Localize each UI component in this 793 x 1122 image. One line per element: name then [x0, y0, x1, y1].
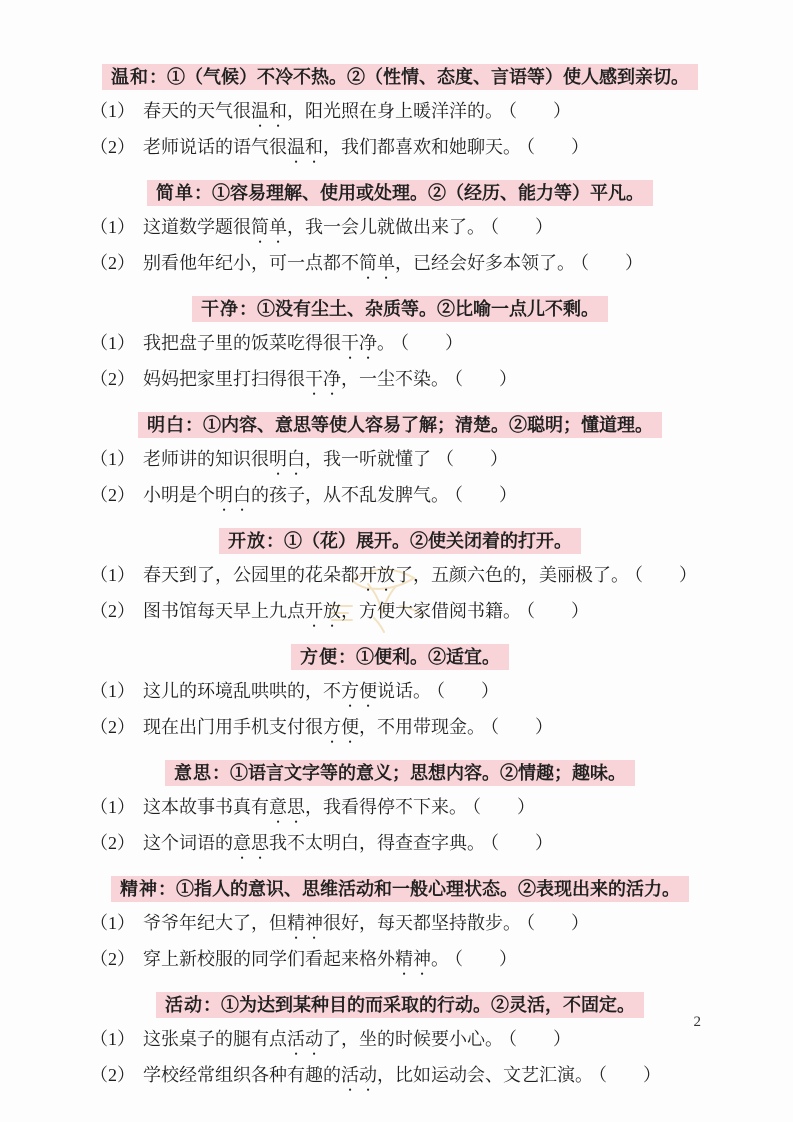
emphasized-word: 开放: [305, 601, 341, 621]
example-sentence: [90, 907, 710, 943]
sentence-text-pre: 爷爷年纪大了，但: [143, 913, 287, 933]
definition-text: ：①容易理解、使用或处理。②（经历、能力等）平凡。: [194, 183, 644, 203]
example-sentence: [90, 479, 710, 515]
emphasized-word: 意思: [233, 833, 269, 853]
headword: 精神: [120, 879, 158, 899]
sentence-text-pre: 这张桌子的腿有点: [143, 1029, 287, 1049]
example-sentence: [90, 211, 710, 247]
definition-text: ：①内容、意思等使人容易了解；清楚。②聪明；懂道理。: [185, 415, 653, 435]
definition-heading: [90, 292, 710, 327]
sentence-number: （1）: [90, 1029, 135, 1049]
sentence-text-pre: 春天的天气很: [143, 101, 251, 121]
definition-text: ：①没有尘土、杂质等。②比喻一点儿不剩。: [239, 299, 599, 319]
definition-text: ：①（气候）不冷不热。②（性情、态度、言语等）使人感到亲切。: [149, 67, 689, 87]
emphasized-word: 温和: [251, 101, 287, 121]
answer-blank: （ ）: [526, 601, 589, 621]
sentence-number: （2）: [90, 485, 135, 505]
answer-blank: （ ）: [454, 485, 517, 505]
example-sentence: [90, 247, 710, 283]
answer-blank: （ ）: [454, 369, 517, 389]
sentence-text-pre: 别看他年纪小，可一点都不: [143, 253, 359, 273]
definition-text: ：①为达到某种目的而采取的行动。②灵活，不固定。: [203, 995, 635, 1015]
answer-blank: （ ）: [436, 449, 508, 469]
sentence-text-pre: 这儿的环境乱哄哄的，不: [143, 681, 341, 701]
sentence-text-post: ，已经会好多本领了。: [395, 253, 575, 273]
definition-heading: [90, 408, 710, 443]
answer-blank: （ ）: [436, 681, 499, 701]
definition-highlight: [165, 760, 635, 786]
definition-section: [90, 292, 710, 399]
sentence-number: （2）: [90, 1065, 135, 1085]
sentence-text-pre: 春天到了，公园里的花朵都: [143, 565, 359, 585]
headword: 方便: [300, 647, 338, 667]
example-sentence: [90, 1023, 710, 1059]
headword: 意思: [174, 763, 212, 783]
sentence-number: （2）: [90, 137, 135, 157]
sentence-number: （1）: [90, 449, 135, 469]
sentence-number: （1）: [90, 333, 135, 353]
definition-highlight: [147, 180, 653, 206]
definition-highlight: [111, 876, 689, 902]
definition-highlight: [138, 412, 662, 438]
sentence-number: （1）: [90, 913, 135, 933]
headword: 干净: [201, 299, 239, 319]
example-sentence: [90, 791, 710, 827]
headword: 简单: [156, 183, 194, 203]
answer-blank: （ ）: [508, 101, 571, 121]
definition-section: [90, 988, 710, 1095]
sentence-number: （1）: [90, 217, 135, 237]
answer-blank: （ ）: [598, 1065, 661, 1085]
answer-blank: （ ）: [634, 565, 697, 585]
example-sentence: [90, 1059, 710, 1095]
answer-blank: （ ）: [508, 1029, 571, 1049]
answer-blank: （ ）: [472, 797, 535, 817]
definition-text: ：①便利。②适宜。: [338, 647, 500, 667]
definition-highlight: [291, 644, 509, 670]
emphasized-word: 简单: [359, 253, 395, 273]
answer-blank: （ ）: [454, 949, 517, 969]
emphasized-word: 意思: [269, 797, 305, 817]
definition-text: ：①（花）展开。②使关闭着的打开。: [266, 531, 572, 551]
sentence-number: （1）: [90, 565, 135, 585]
definition-heading: [90, 640, 710, 675]
sentence-number: （2）: [90, 253, 135, 273]
sentence-text-post: 。: [431, 949, 449, 969]
definition-section: [90, 640, 710, 747]
sentence-text-pre: 学校经常组织各种有趣的: [143, 1065, 341, 1085]
sentence-text-pre: 小明是个: [143, 485, 215, 505]
sentence-number: （1）: [90, 681, 135, 701]
emphasized-word: 干净: [305, 369, 341, 389]
sentence-text-pre: 这道数学题很: [143, 217, 251, 237]
emphasized-word: 活动: [341, 1065, 377, 1085]
emphasized-word: 精神: [287, 913, 323, 933]
answer-blank: （ ）: [526, 913, 589, 933]
definition-section: [90, 408, 710, 515]
definition-section: [90, 60, 710, 167]
emphasized-word: 活动: [287, 1029, 323, 1049]
answer-blank: （ ）: [490, 717, 553, 737]
example-sentence: [90, 943, 710, 979]
sentence-text-pre: 穿上新校服的同学们看起来格外: [143, 949, 395, 969]
sentence-number: （2）: [90, 369, 135, 389]
sentence-text-post: 很好，每天都坚持散步。: [323, 913, 521, 933]
answer-blank: （ ）: [526, 137, 589, 157]
sentence-text-pre: 现在出门用手机支付很: [143, 717, 323, 737]
headword: 活动: [165, 995, 203, 1015]
emphasized-word: 开放: [359, 565, 395, 585]
definition-section: [90, 756, 710, 863]
worksheet-content: [90, 60, 710, 1104]
headword: 开放: [228, 531, 266, 551]
sentence-text-pre: 妈妈把家里打扫得很: [143, 369, 305, 389]
sentence-text-pre: 这个词语的: [143, 833, 233, 853]
example-sentence: [90, 131, 710, 167]
emphasized-word: 明白: [215, 485, 251, 505]
answer-blank: （ ）: [490, 833, 553, 853]
sentence-text-post: ，一尘不染。: [341, 369, 449, 389]
example-sentence: [90, 363, 710, 399]
emphasized-word: 方便: [323, 717, 359, 737]
sentence-text-pre: 老师说话的语气很: [143, 137, 287, 157]
sentence-number: （2）: [90, 601, 135, 621]
sentence-number: （2）: [90, 833, 135, 853]
definition-highlight: [192, 296, 608, 322]
definition-heading: [90, 756, 710, 791]
sentence-text-post: 的孩子，从不乱发脾气。: [251, 485, 449, 505]
emphasized-word: 温和: [287, 137, 323, 157]
sentence-text-pre: 我把盘子里的饭菜吃得很: [143, 333, 341, 353]
sentence-text-post: 我不太明白，得查查字典。: [269, 833, 485, 853]
sentence-text-post: ，我们都喜欢和她聊天。: [323, 137, 521, 157]
example-sentence: [90, 559, 710, 595]
page-number: 2: [693, 1014, 701, 1030]
example-sentence: [90, 827, 710, 863]
sentence-text-post: ，方便大家借阅书籍。: [341, 601, 521, 621]
emphasized-word: 明白: [269, 449, 305, 469]
example-sentence: [90, 443, 710, 479]
sentence-number: （2）: [90, 717, 135, 737]
definition-heading: [90, 524, 710, 559]
sentence-text-post: ，比如运动会、文艺汇演。: [377, 1065, 593, 1085]
headword: 明白: [147, 415, 185, 435]
definition-highlight: [102, 64, 698, 90]
sentence-text-post: ，不用带现金。: [359, 717, 485, 737]
definition-heading: [90, 872, 710, 907]
definition-highlight: [156, 992, 644, 1018]
sentence-text-post: 了，坐的时候要小心。: [323, 1029, 503, 1049]
example-sentence: [90, 595, 710, 631]
sentence-text-post: 了，五颜六色的，美丽极了。: [395, 565, 629, 585]
example-sentence: [90, 711, 710, 747]
example-sentence: [90, 327, 710, 363]
headword: 温和: [111, 67, 149, 87]
sentence-text-pre: 这本故事书真有: [143, 797, 269, 817]
answer-blank: （ ）: [580, 253, 643, 273]
definition-heading: [90, 176, 710, 211]
sentence-text-post: ，我一会儿就做出来了。: [287, 217, 485, 237]
definition-text: ：①语言文字等的意义；思想内容。②情趣；趣味。: [212, 763, 626, 783]
emphasized-word: 简单: [251, 217, 287, 237]
sentence-text-post: 说话。: [377, 681, 431, 701]
sentence-text-post: ，我看得停不下来。: [305, 797, 467, 817]
example-sentence: [90, 95, 710, 131]
definition-text: ：①指人的意识、思维活动和一般心理状态。②表现出来的活力。: [158, 879, 680, 899]
example-sentence: [90, 675, 710, 711]
sentence-text-post: ，阳光照在身上暖洋洋的。: [287, 101, 503, 121]
answer-blank: （ ）: [400, 333, 463, 353]
answer-blank: （ ）: [490, 217, 553, 237]
definition-highlight: [219, 528, 581, 554]
emphasized-word: 方便: [341, 681, 377, 701]
sentence-number: （1）: [90, 797, 135, 817]
sentence-text-post: 。: [377, 333, 395, 353]
sentence-text-pre: 老师讲的知识很: [143, 449, 269, 469]
sentence-number: （2）: [90, 949, 135, 969]
sentence-text-post: ，我一听就懂了: [305, 449, 431, 469]
emphasized-word: 干净: [341, 333, 377, 353]
definition-section: [90, 524, 710, 631]
definition-section: [90, 872, 710, 979]
definition-heading: [90, 988, 710, 1023]
emphasized-word: 精神: [395, 949, 431, 969]
definition-section: [90, 176, 710, 283]
sentence-text-pre: 图书馆每天早上九点: [143, 601, 305, 621]
sentence-number: （1）: [90, 101, 135, 121]
definition-heading: [90, 60, 710, 95]
